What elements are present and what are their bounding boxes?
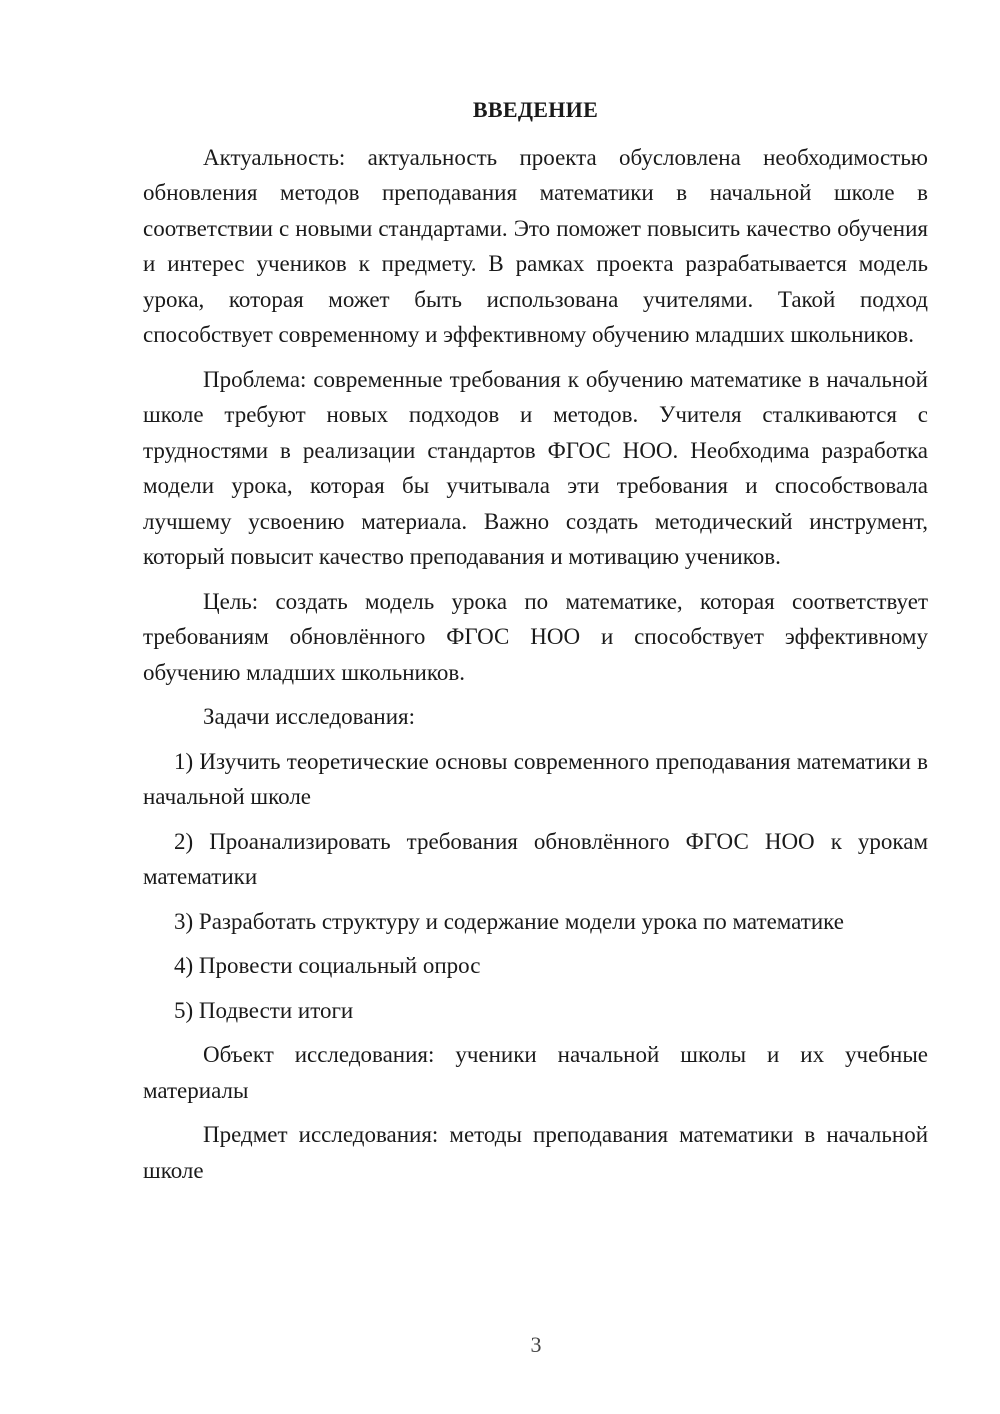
task-item-3: 3) Разработать структуру и содержание модели урока по математике [174, 908, 844, 934]
paragraph-goal: Цель: создать модель урока по математике, которая соответствует требованиям обновлённого ФГОС НОО и способствует эффективному обучению младших школьников. [143, 588, 928, 685]
paragraph-relevance: Актуальность: актуальность проекта обусловлена необходимостью обновления методов преподавания математики в начальной школе в соответствии с новыми стандартами. Это поможет повысить качество обучения и интерес учеников к предмету. В рамках проекта разрабатывается модель урока, которая может быть использована учителями. Такой подход способствует современному и эффективному обучению младших школьников. [143, 144, 928, 347]
task-item-1: 1) Изучить теоретические основы современного преподавания математики в начальной школе [143, 748, 928, 809]
page-number: 3 [530, 1332, 542, 1357]
tasks-heading: Задачи исследования: [203, 704, 416, 729]
task-item-4: 4) Провести социальный опрос [174, 953, 481, 978]
task-item-2: 2) Проанализировать требования обновлённого ФГОС НОО к урокам математики [143, 828, 928, 889]
paragraph-problem: Проблема: современные требования к обучению математике в начальной школе требуют новых подходов и методов. Учителя сталкиваются с трудностями в реализации стандартов ФГОС НОО. Необходима разработка модели урока, которая бы учитывала эти требования и способствовала лучшему усвоению материала. Важно создать методический инструмент, который повысит качество преподавания и мотивацию учеников. [143, 366, 928, 569]
paragraph-subject: Предмет исследования: методы преподавания математики в начальной школе [143, 1122, 928, 1183]
page-title: ВВЕДЕНИЕ [472, 97, 599, 122]
paragraph-object: Объект исследования: ученики начальной школы и их учебные материалы [143, 1042, 928, 1103]
task-item-5: 5) Подвести итоги [174, 997, 354, 1023]
document-page [143, 92, 928, 1197]
